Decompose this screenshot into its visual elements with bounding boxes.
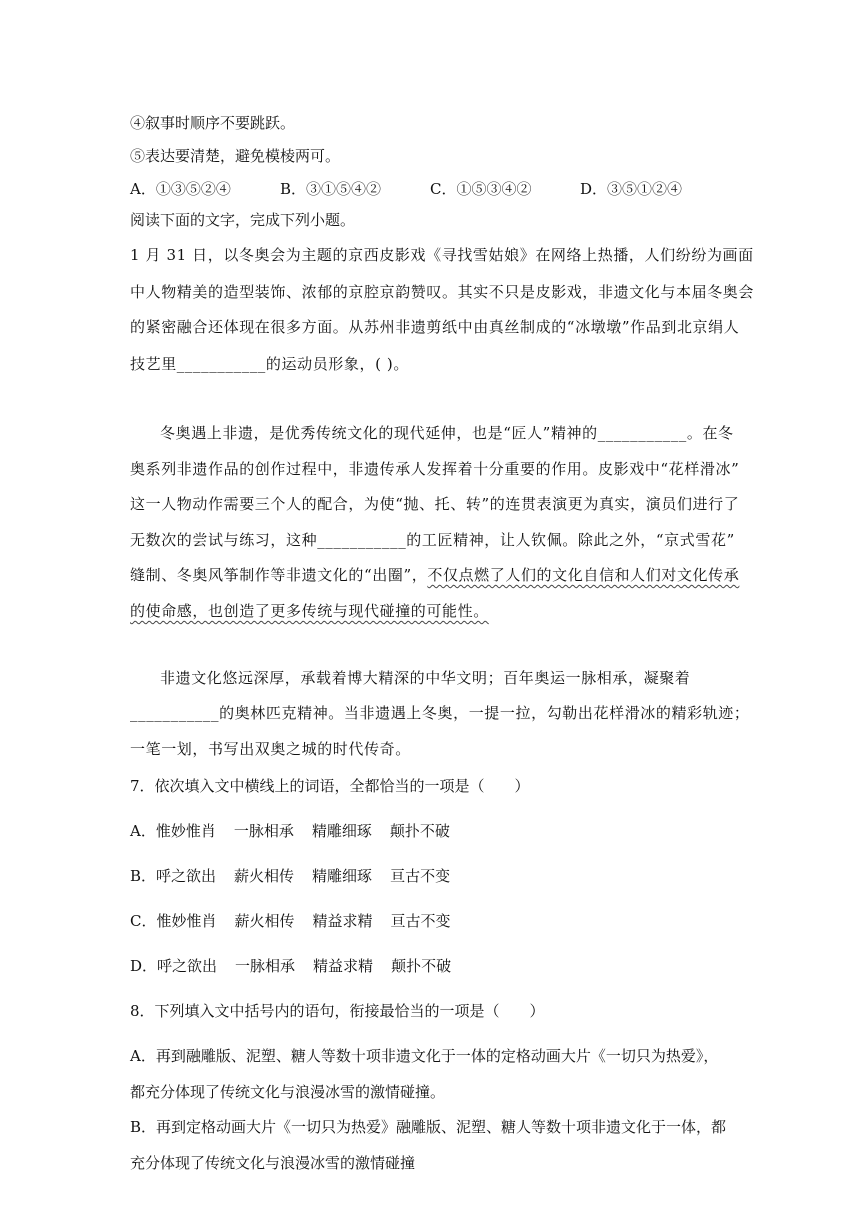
q8-option-b-line: B．再到定格动画大片《一切只为热爱》融雕版、泥塑、糖人等数十项非遗文化于一体，都	[130, 1118, 727, 1136]
option-item-4: ④叙事时顺序不要跳跃。	[130, 114, 296, 132]
passage-line: 技艺里___________的运动员形象，( )。	[130, 355, 409, 373]
q8-option-b-line: 充分体现了传统文化与浪漫冰雪的激情碰撞	[130, 1154, 416, 1172]
passage-line	[130, 565, 740, 585]
passage-line: 冬奥遇上非遗，是优秀传统文化的现代延伸，也是“匠人”精神的___________。在冬	[160, 424, 734, 442]
q7-option-c: C．惟妙惟肖 薪火相传 精益求精 亘古不变	[130, 912, 451, 930]
q8-option-a-line: 都充分体现了传统文化与浪漫冰雪的激情碰撞。	[130, 1083, 446, 1101]
q6-option-b: B．③①⑤④②	[280, 180, 382, 198]
passage-line: ___________的奥林匹克精神。当非遗遇上冬奥，一提一拉，勾勒出花样滑冰的精彩轨迹；	[130, 704, 750, 722]
q8-option-a-line: A．再到融雕版、泥塑、糖人等数十项非遗文化于一体的定格动画大片《一切只为热爱》，	[130, 1047, 719, 1065]
reading-instruction: 阅读下面的文字，完成下列小题。	[130, 211, 356, 229]
option-item-5: ⑤表达要清楚，避免模棱两可。	[130, 147, 341, 165]
q7-stem: 7．依次填入文中横线上的词语，全都恰当的一项是（ ）	[130, 777, 530, 795]
passage-line: 奥系列非遗作品的创作过程中，非遗传承人发挥着十分重要的作用。皮影戏中“花样滑冰”	[130, 460, 740, 478]
wavy-underlined-sentence: 不仅点燃了人们的文化自信和人们对文化传承	[427, 566, 740, 584]
q6-option-a: A．①③⑤②④	[130, 180, 231, 198]
passage-line: 1 月 31 日，以冬奥会为主题的京西皮影戏《寻找雪姑娘》在网络上热播，人们纷纷为画面	[130, 246, 754, 264]
q7-option-d: D．呼之欲出 一脉相承 精益求精 颠扑不破	[130, 957, 452, 975]
passage-line: 的紧密融合还体现在很多方面。从苏州非遗剪纸中由真丝制成的“冰墩墩”作品到北京绢人	[130, 318, 740, 336]
passage-line: 一笔一划，书写出双奥之城的时代传奇。	[130, 740, 411, 758]
q8-stem: 8．下列填入文中括号内的语句，衔接最恰当的一项是（ ）	[130, 1002, 545, 1020]
passage-line	[130, 601, 730, 621]
passage-text: 缝制、冬奥风筝制作等非遗文化的“出圈”，	[130, 566, 428, 584]
wavy-underlined-sentence: 的使命感，也创造了更多传统与现代碰撞的可能性。	[130, 602, 489, 620]
passage-line: 这一人物动作需要三个人的配合，为使“抛、托、转”的连贯表演更为真实，演员们进行了	[130, 495, 740, 513]
passage-line: 无数次的尝试与练习，这种___________的工匠精神，让人钦佩。除此之外，“京式雪花”	[130, 531, 735, 549]
q7-option-b: B．呼之欲出 薪火相传 精雕细琢 亘古不变	[130, 867, 451, 885]
q7-option-a: A．惟妙惟肖 一脉相承 精雕细琢 颠扑不破	[130, 822, 450, 840]
passage-line: 中人物精美的造型装饰、浓郁的京腔京韵赞叹。其实不只是皮影戏，非遗文化与本届冬奥会	[130, 283, 755, 301]
q6-option-d: D．③⑤①②④	[580, 180, 683, 198]
passage-line: 非遗文化悠远深厚，承载着博大精深的中华文明；百年奥运一脉相承，凝聚着	[160, 669, 691, 687]
q6-option-c: C．①⑤③④②	[430, 180, 532, 198]
